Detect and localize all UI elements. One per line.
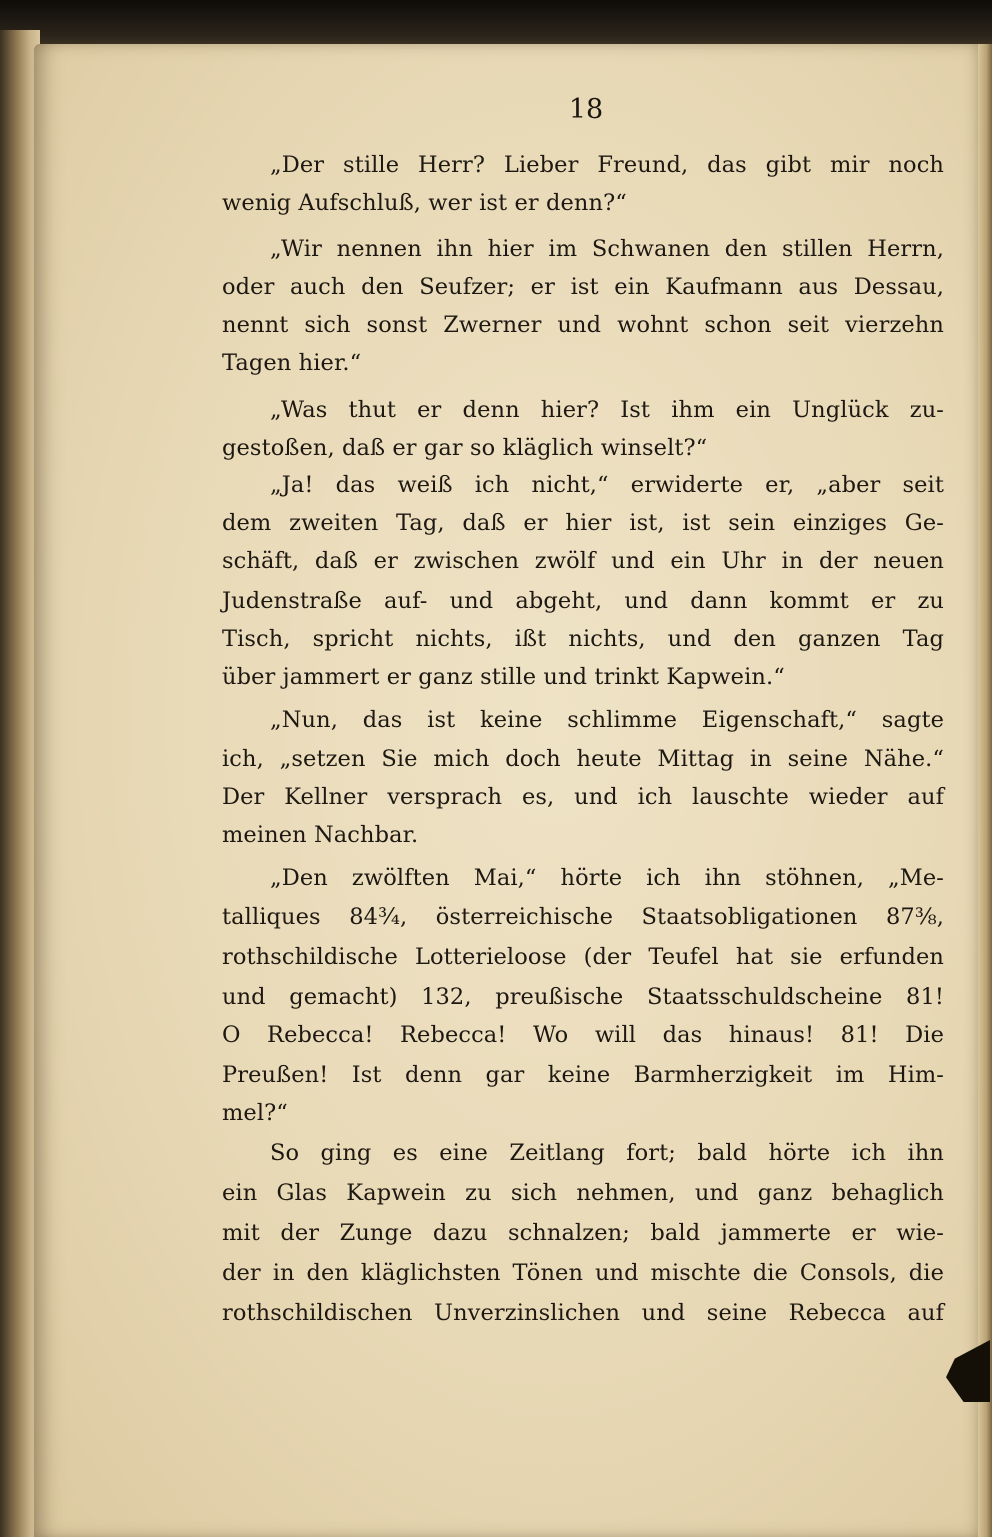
text-line: „Den zwölften Mai,“ hörte ich ihn stöhnen, „Me- [270,865,944,891]
text-line: nennt sich sonst Zwerner und wohnt schon seit vierzehn [222,312,944,338]
text-line: und gemacht) 132, preußische Staatsschuldscheine 81! [222,984,944,1010]
text-line: meinen Nachbar. [222,822,419,848]
text-line: „Nun, das ist keine schlimme Eigenschaft,“ sagte [270,707,944,733]
text-line: der in den kläglichsten Tönen und mischte die Consols, die [222,1260,944,1286]
text-line: über jammert er ganz stille und trinkt Kapwein.“ [222,664,785,690]
text-line: wenig Aufschluß, wer ist er denn?“ [222,190,627,216]
text-line: rothschildische Lotterieloose (der Teufel hat sie erfunden [222,944,944,970]
text-line: Tagen hier.“ [222,350,362,376]
text-line: oder auch den Seufzer; er ist ein Kaufmann aus Dessau, [222,274,944,300]
text-line: O Rebecca! Rebecca! Wo will das hinaus! 81! Die [222,1022,944,1048]
text-line: schäft, daß er zwischen zwölf und ein Uhr in der neuen [222,548,944,574]
page-edge [978,44,992,1537]
text-line: So ging es eine Zeitlang fort; bald hörte ich ihn [270,1140,944,1166]
text-line: gestoßen, daß er gar so kläglich winselt?“ [222,435,708,461]
text-line: „Was thut er denn hier? Ist ihm ein Unglück zu- [270,397,944,423]
text-line: Preußen! Ist denn gar keine Barmherzigkeit im Him- [222,1062,944,1088]
text-line: Judenstraße auf- und abgeht, und dann kommt er zu [222,588,944,614]
text-line: dem zweiten Tag, daß er hier ist, ist sein einziges Ge- [222,510,944,536]
text-line: mel?“ [222,1100,288,1126]
text-line: talliques 84¾, österreichische Staatsobligationen 87⅜, [222,904,944,930]
text-line: Tisch, spricht nichts, ißt nichts, und den ganzen Tag [222,626,944,652]
text-line: ein Glas Kapwein zu sich nehmen, und ganz behaglich [222,1180,944,1206]
page-number: 18 [568,94,604,125]
text-line: ich, „setzen Sie mich doch heute Mittag in seine Nähe.“ [222,746,944,772]
text-line: „Ja! das weiß ich nicht,“ erwiderte er, „aber seit [270,472,944,498]
text-line: mit der Zunge dazu schnalzen; bald jammerte er wie- [222,1220,944,1246]
text-line: „Wir nennen ihn hier im Schwanen den stillen Herrn, [270,236,944,262]
text-line: rothschildischen Unverzinslichen und seine Rebecca auf [222,1300,944,1326]
text-line: Der Kellner versprach es, und ich lauschte wieder auf [222,784,944,810]
text-line: „Der stille Herr? Lieber Freund, das gibt mir noch [270,152,944,178]
